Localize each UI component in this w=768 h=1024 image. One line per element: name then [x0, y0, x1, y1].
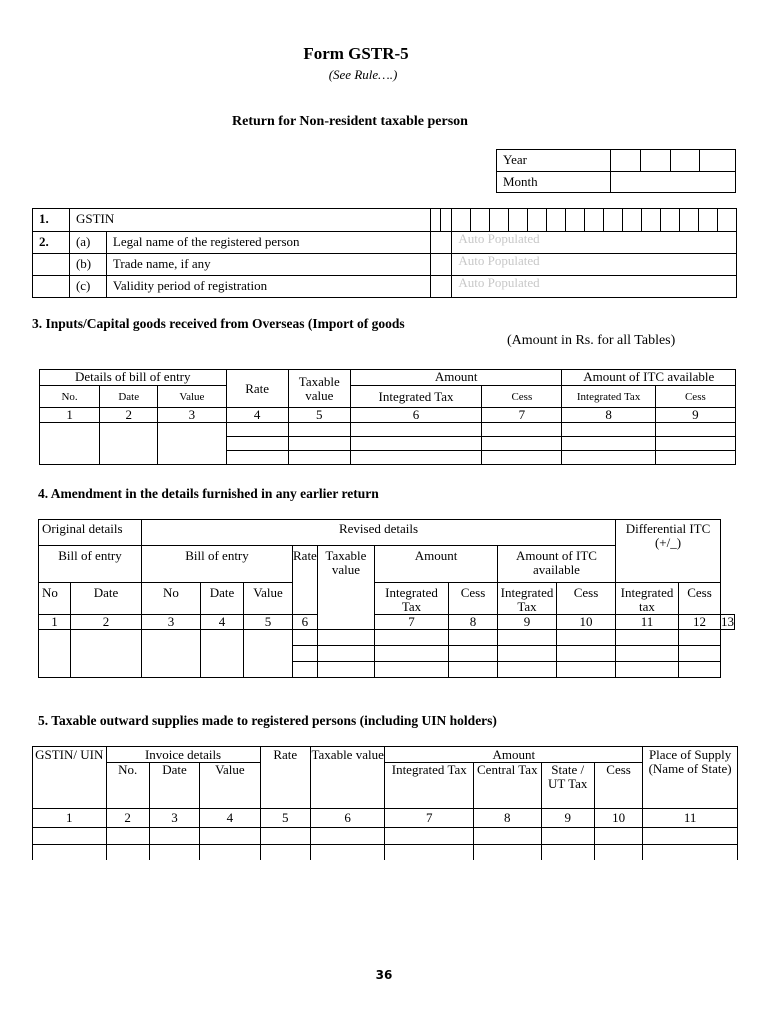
state-ut-tax-header: State / UT Tax [541, 763, 594, 809]
table-cell[interactable] [33, 845, 107, 860]
gstin-digit[interactable] [623, 209, 642, 232]
table-cell[interactable] [449, 630, 498, 646]
table-cell[interactable] [288, 451, 350, 465]
section-4-table [38, 519, 735, 678]
form-title: Form GSTR-5 [303, 44, 409, 63]
column-number: 2 [106, 809, 149, 828]
legal-name-value: Auto Populated [452, 232, 737, 254]
table-cell[interactable] [40, 423, 100, 465]
itc-integrated-tax-header: Integrated Tax [562, 386, 655, 408]
column-number: 6 [310, 809, 385, 828]
amount-header: Amount [350, 370, 562, 386]
table-cell[interactable] [541, 845, 594, 860]
table-cell[interactable] [293, 646, 318, 662]
column-number: 2 [71, 615, 142, 630]
spacer-cell [431, 276, 452, 298]
table-cell[interactable] [557, 662, 616, 678]
column-number: 8 [474, 809, 541, 828]
gstin-digit[interactable] [604, 209, 623, 232]
row-number [33, 254, 70, 276]
table-cell[interactable] [375, 646, 449, 662]
table-cell[interactable] [293, 630, 318, 646]
column-number: 7 [375, 615, 449, 630]
table-cell[interactable] [106, 828, 149, 845]
cess-header: Cess [594, 763, 642, 809]
page-number: 36 [375, 968, 393, 982]
table-cell[interactable] [149, 845, 199, 860]
section-3-table [39, 369, 736, 465]
table-cell[interactable] [449, 662, 498, 678]
date-header: Date [149, 763, 199, 809]
value-header: Value [244, 583, 293, 615]
itc-cess-header: Cess [655, 386, 735, 408]
year-cell[interactable] [700, 150, 736, 172]
no-header: No [39, 583, 71, 615]
table-cell[interactable] [655, 451, 735, 465]
table-cell[interactable] [226, 423, 288, 437]
gstin-digit[interactable] [680, 209, 699, 232]
bill-of-entry-header: Details of bill of entry [40, 370, 227, 386]
gstin-digit[interactable] [452, 209, 471, 232]
column-number: 1 [33, 809, 107, 828]
table-cell[interactable] [100, 423, 158, 465]
table-cell[interactable] [200, 828, 260, 845]
column-number: 4 [200, 809, 260, 828]
taxable-value-header: Taxable value [317, 546, 374, 630]
table-cell[interactable] [679, 662, 721, 678]
gstin-digit[interactable] [441, 209, 452, 232]
validity-label: Validity period of registration [106, 276, 431, 298]
column-number: 2 [100, 408, 158, 423]
section-5-heading: 5. Taxable outward supplies made to registered persons (including UIN holders) [38, 713, 497, 728]
gstin-digit[interactable] [661, 209, 680, 232]
table-cell[interactable] [158, 423, 226, 465]
column-number: 5 [260, 809, 310, 828]
column-number: 1 [40, 408, 100, 423]
central-tax-header: Central Tax [474, 763, 541, 809]
form-heading: Return for Non-resident taxable person [232, 114, 468, 129]
row-number: 2. [33, 232, 70, 254]
trade-name-value: Auto Populated [452, 254, 737, 276]
table-cell[interactable] [260, 845, 310, 860]
column-number: 9 [498, 615, 557, 630]
trade-name-label: Trade name, if any [106, 254, 431, 276]
date-header: Date [71, 583, 142, 615]
column-number: 10 [594, 809, 642, 828]
diff-cess-header: Cess [679, 583, 721, 615]
value-header: Value [158, 386, 226, 408]
table-cell[interactable] [385, 845, 474, 860]
table-cell[interactable] [482, 437, 562, 451]
sub-label: (b) [69, 254, 106, 276]
original-details-header: Original details [39, 520, 142, 546]
date-header: Date [201, 583, 244, 615]
table-cell[interactable] [474, 828, 541, 845]
table-cell[interactable] [498, 646, 557, 662]
table-cell[interactable] [482, 423, 562, 437]
gstin-digit[interactable] [547, 209, 566, 232]
table-cell[interactable] [201, 630, 244, 678]
column-number: 8 [562, 408, 655, 423]
no-header: No. [106, 763, 149, 809]
table-cell[interactable] [616, 630, 679, 646]
itc-cess-header: Cess [557, 583, 616, 615]
table-cell[interactable] [482, 451, 562, 465]
table-cell[interactable] [375, 662, 449, 678]
gstin-digit[interactable] [528, 209, 547, 232]
table-cell[interactable] [310, 845, 385, 860]
gstin-digit[interactable] [698, 209, 717, 232]
place-of-supply-header: Place of Supply (Name of State) [643, 747, 738, 809]
table-cell[interactable] [288, 423, 350, 437]
amount-note: (Amount in Rs. for all Tables) [507, 333, 676, 348]
taxable-value-header: Taxable value [288, 370, 350, 408]
period-table [496, 149, 736, 193]
table-cell[interactable] [541, 828, 594, 845]
table-cell[interactable] [350, 451, 481, 465]
sub-label: (a) [69, 232, 106, 254]
column-number: 11 [616, 615, 679, 630]
table-cell[interactable] [293, 662, 318, 678]
table-cell[interactable] [317, 646, 374, 662]
table-cell[interactable] [288, 437, 350, 451]
table-cell[interactable] [317, 662, 374, 678]
table-cell[interactable] [260, 828, 310, 845]
table-cell[interactable] [350, 437, 481, 451]
invoice-details-header: Invoice details [106, 747, 260, 763]
column-number: 3 [158, 408, 226, 423]
legal-name-label: Legal name of the registered person [106, 232, 431, 254]
column-number: 5 [244, 615, 293, 630]
row-number: 1. [33, 209, 70, 232]
month-cell[interactable] [611, 172, 736, 193]
table-cell[interactable] [226, 437, 288, 451]
gstin-uin-header: GSTIN/ UIN [33, 747, 107, 809]
table-cell[interactable] [655, 437, 735, 451]
table-cell[interactable] [679, 630, 721, 646]
gstin-label: GSTIN [69, 209, 430, 232]
amount-header: Amount [375, 546, 498, 583]
table-cell[interactable] [594, 845, 642, 860]
section-4-heading: 4. Amendment in the details furnished in any earlier return [38, 486, 379, 501]
year-cell[interactable] [640, 150, 670, 172]
rate-header: Rate [226, 370, 288, 408]
table-cell[interactable] [498, 630, 557, 646]
year-cell[interactable] [611, 150, 641, 172]
rate-header: Rate [260, 747, 310, 809]
itc-header: Amount of ITC available [562, 370, 736, 386]
revised-bill-header: Bill of entry [142, 546, 293, 583]
column-number: 5 [288, 408, 350, 423]
table-cell[interactable] [616, 662, 679, 678]
gstin-digit[interactable] [717, 209, 736, 232]
identity-table [32, 208, 737, 298]
gstin-digit[interactable] [490, 209, 509, 232]
table-cell[interactable] [385, 828, 474, 845]
table-cell[interactable] [562, 437, 655, 451]
table-cell[interactable] [643, 845, 738, 860]
table-cell[interactable] [226, 451, 288, 465]
value-header: Value [200, 763, 260, 809]
table-cell[interactable] [71, 630, 142, 678]
integrated-tax-header: Integrated Tax [375, 583, 449, 615]
gstin-digit[interactable] [585, 209, 604, 232]
month-label: Month [497, 172, 611, 193]
table-cell[interactable] [310, 828, 385, 845]
table-cell[interactable] [557, 630, 616, 646]
itc-header: Amount of ITC available [498, 546, 616, 583]
diff-integrated-tax-header: Integrated tax [616, 583, 679, 615]
gstin-digit[interactable] [509, 209, 528, 232]
amount-header: Amount [385, 747, 643, 763]
gstin-digit[interactable] [431, 209, 441, 232]
table-cell[interactable] [498, 662, 557, 678]
table-cell[interactable] [142, 630, 201, 678]
cess-header: Cess [449, 583, 498, 615]
year-label: Year [497, 150, 611, 172]
differential-itc-header: Differential ITC (+/_) [616, 520, 721, 583]
table-cell[interactable] [106, 845, 149, 860]
integrated-tax-header: Integrated Tax [350, 386, 481, 408]
column-number: 4 [226, 408, 288, 423]
table-cell[interactable] [200, 845, 260, 860]
table-cell[interactable] [350, 423, 481, 437]
table-cell[interactable] [616, 646, 679, 662]
gstin-digit[interactable] [642, 209, 661, 232]
rate-header: Rate [293, 546, 318, 615]
cess-header: Cess [482, 386, 562, 408]
row-number [33, 276, 70, 298]
column-number: 3 [149, 809, 199, 828]
column-number: 9 [655, 408, 735, 423]
column-number: 7 [385, 809, 474, 828]
table-cell[interactable] [33, 828, 107, 845]
table-cell[interactable] [643, 828, 738, 845]
gstin-digit[interactable] [566, 209, 585, 232]
column-number: 12 [679, 615, 721, 630]
sub-label: (c) [69, 276, 106, 298]
table-cell[interactable] [149, 828, 199, 845]
gstin-digit[interactable] [471, 209, 490, 232]
column-number: 13 [721, 614, 734, 629]
table-cell[interactable] [317, 630, 374, 646]
column-number: 3 [142, 615, 201, 630]
column-number: 6 [350, 408, 481, 423]
table-cell[interactable] [244, 630, 293, 678]
table-cell[interactable] [375, 630, 449, 646]
column-number: 8 [449, 615, 498, 630]
table-cell[interactable] [39, 630, 71, 678]
section-3-heading: 3. Inputs/Capital goods received from Overseas (Import of goods [32, 316, 405, 331]
column-number: 9 [541, 809, 594, 828]
table-cell[interactable] [679, 646, 721, 662]
table-cell[interactable] [655, 423, 735, 437]
column-number: 11 [643, 809, 738, 828]
year-cell[interactable] [670, 150, 700, 172]
spacer-cell [431, 254, 452, 276]
form-subtitle: (See Rule….) [328, 67, 398, 82]
itc-integrated-tax-header: Integrated Tax [498, 583, 557, 615]
no-header: No. [40, 386, 100, 408]
integrated-tax-header: Integrated Tax [385, 763, 474, 809]
taxable-value-header: Taxable value [310, 747, 385, 809]
table-cell[interactable] [449, 646, 498, 662]
spacer-cell [431, 232, 452, 254]
table-cell[interactable] [474, 845, 541, 860]
validity-value: Auto Populated [452, 276, 737, 298]
table-cell[interactable] [562, 451, 655, 465]
column-number: 6 [293, 615, 318, 630]
column-number: 1 [39, 615, 71, 630]
column-number: 7 [482, 408, 562, 423]
column-number: 10 [557, 615, 616, 630]
table-cell[interactable] [557, 646, 616, 662]
revised-details-header: Revised details [142, 520, 616, 546]
column-number: 4 [201, 615, 244, 630]
table-cell[interactable] [594, 828, 642, 845]
date-header: Date [100, 386, 158, 408]
no-header: No [142, 583, 201, 615]
section-5-table [32, 746, 738, 860]
original-bill-header: Bill of entry [39, 546, 142, 583]
table-cell[interactable] [562, 423, 655, 437]
